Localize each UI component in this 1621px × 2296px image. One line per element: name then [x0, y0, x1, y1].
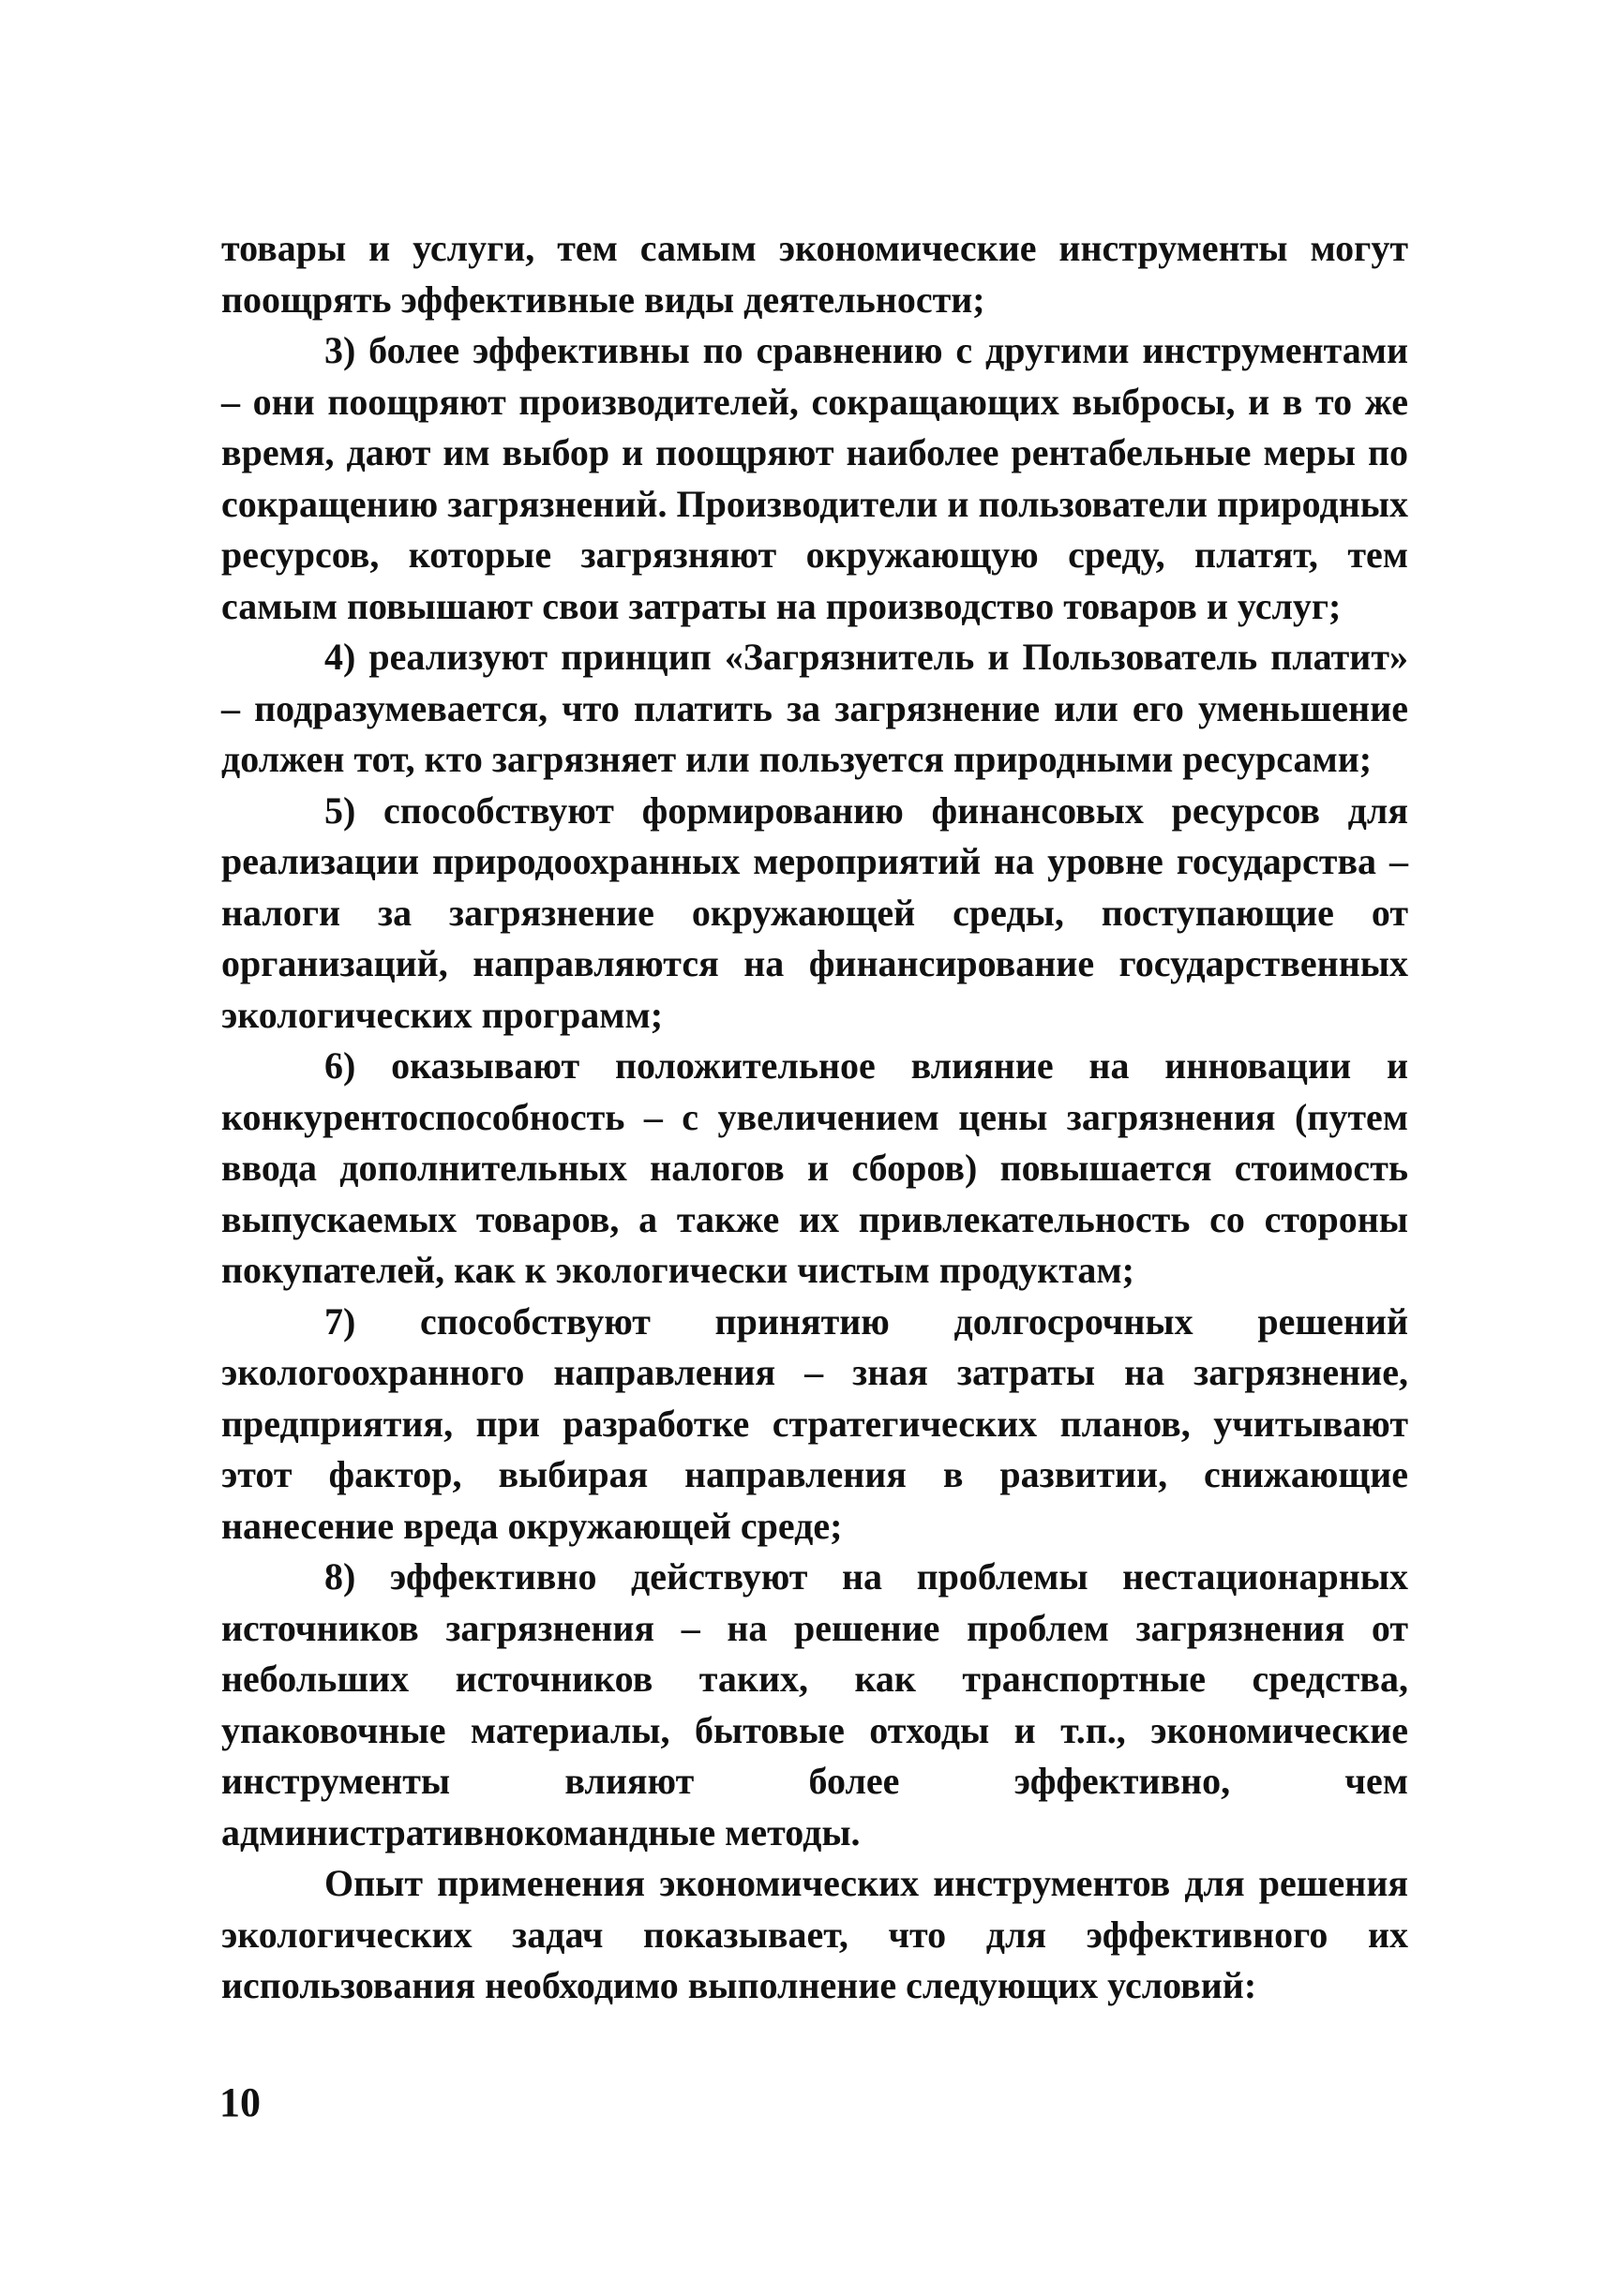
paragraph-item-6: 6) оказывают положительное влияние на инновации и конкурентоспособность – с увеличением цены загрязнения (путем ввода дополнительных налогов и сборов) повышается стоимость выпускаемых товаров, а также их привлекательность со стороны покупателей, как к экологически чистым продуктам;: [221, 1044, 1408, 1291]
paragraph-continuation: товары и услуги, тем самым экономические инструменты могут поощрять эффективные виды деятельности;: [221, 227, 1408, 321]
paragraph-item-3: 3) более эффективны по сравнению с другими инструментами – они поощряют производителей, сокращающих выбросы, и в то же время, дают им выбор и поощряют наиболее рентабельные меры по сокращению загрязнений. Производители и пользователи природных ресурсов, которые загрязняют окружающую среду, платят, тем самым повышают свои затраты на производство товаров и услуг;: [221, 329, 1408, 627]
paragraph-conclusion: Опыт применения экономических инструментов для решения экологических задач показывает, что для эффективного их использования необходимо выполнение следующих условий:: [221, 1862, 1408, 2006]
paragraph-item-4: 4) реализуют принцип «Загрязнитель и Пользователь платит» – подразумевается, что платить за загрязнение или его уменьшение должен тот, кто загрязняет или пользуется природными ресурсами;: [221, 636, 1408, 780]
page-number: 10: [219, 2079, 261, 2125]
page-body: [221, 223, 1408, 2012]
paragraph-item-8: 8) эффективно действуют на проблемы нестационарных источников загрязнения – на решение проблем загрязнения от небольших источников таких, как транспортные средства, упаковочные материалы, бытовые отходы и т.п., экономические инструменты влияют более эффективно, чем административнокомандные методы.: [221, 1555, 1408, 1853]
paragraph-item-7: 7) способствуют принятию долгосрочных решений экологоохранного направления – зная затраты на загрязнение, предприятия, при разработке стратегических планов, учитывают этот фактор, выбирая направления в развитии, снижающие нанесение вреда окружающей среде;: [221, 1299, 1408, 1547]
paragraph-item-5: 5) способствуют формированию финансовых ресурсов для реализации природоохранных мероприятий на уровне государства – налоги за загрязнение окружающей среды, поступающие от организаций, направляются на финансирование государственных экологических программ;: [221, 788, 1408, 1036]
